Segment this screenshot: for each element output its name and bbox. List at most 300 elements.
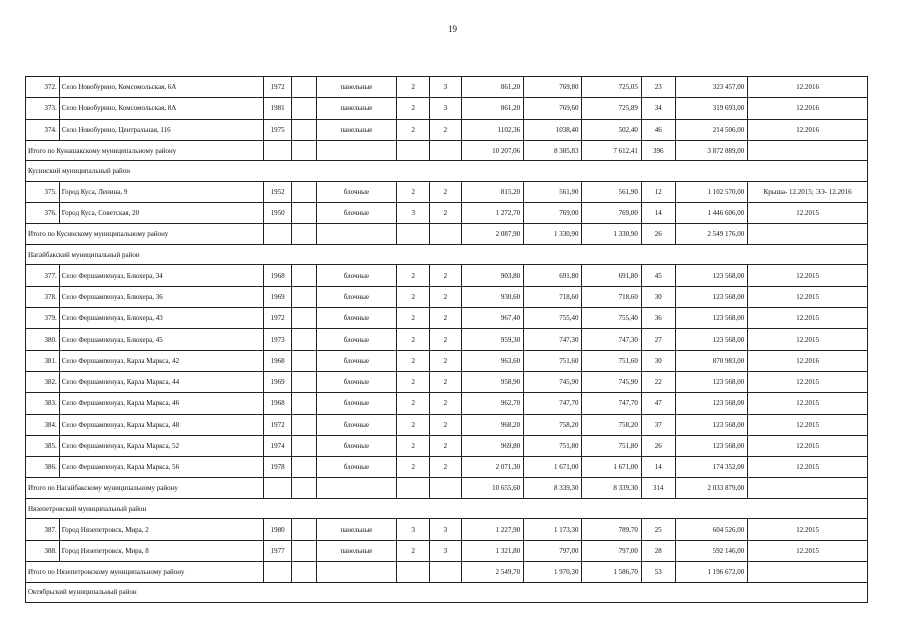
material-cell: блочные [316,181,397,202]
table-row [26,329,868,350]
entrances-cell: 2 [430,393,462,414]
empty-cell [291,435,316,456]
floors-cell: 2 [397,457,430,478]
cost-sum: 2 033 879,00 [675,478,748,499]
row-number: 384. [26,414,60,435]
deadline-cell: 12.2016 [748,119,868,140]
empty-cell [291,203,316,224]
empty-cell [291,457,316,478]
living-area-sum: 8 385,83 [524,140,582,161]
total-area-cell: 930,60 [461,286,523,307]
empty-cell [291,371,316,392]
total-label: Итого по Кунашакскому муниципальному району [26,140,264,161]
cost-cell: 870 983,00 [675,350,748,371]
table-row [26,286,868,307]
row-number: 375. [26,181,60,202]
table-row [26,371,868,392]
cost-cell: 123 568,00 [675,371,748,392]
total-area-cell: 969,80 [461,435,523,456]
floors-cell: 2 [397,265,430,286]
cost-cell: 123 568,00 [675,414,748,435]
year-cell: 1973 [264,329,292,350]
table-row [26,540,868,561]
deadline-cell: 12.2015 [748,414,868,435]
residential-area-cell: 725,89 [582,98,641,119]
empty-cell [748,140,868,161]
entrances-cell: 2 [430,435,462,456]
entrances-cell: 2 [430,286,462,307]
empty-cell [291,540,316,561]
total-area-cell: 967,40 [461,308,523,329]
empty-cell [316,562,397,583]
total-area-cell: 861,20 [461,77,523,98]
address-cell: Село Новобурино, Комсомольская, 6А [59,77,264,98]
cost-cell: 1 446 606,00 [675,203,748,224]
deadline-cell: 12.2016 [748,98,868,119]
living-area-sum: 1 970,30 [524,562,582,583]
residents-cell: 27 [641,329,675,350]
empty-cell [291,562,316,583]
empty-cell [291,98,316,119]
floors-cell: 2 [397,286,430,307]
residents-cell: 14 [641,203,675,224]
year-cell: 1972 [264,414,292,435]
floors-cell: 2 [397,371,430,392]
residents-cell: 23 [641,77,675,98]
address-cell: Село Фершампенуаз, Карла Маркса, 52 [59,435,264,456]
total-label: Итого по Кусинскому муниципальному району [26,224,264,245]
address-cell: Город Нязепетровск, Мира, 2 [59,519,264,540]
deadline-cell: 12.2015 [748,329,868,350]
total-area-cell: 963,60 [461,350,523,371]
deadline-cell: 12.2015 [748,286,868,307]
living-area-cell: 747,30 [524,329,582,350]
floors-cell: 2 [397,181,430,202]
living-area-cell: 751,80 [524,435,582,456]
empty-cell [291,140,316,161]
row-number: 376. [26,203,60,224]
empty-cell [397,224,430,245]
residential-area-cell: 797,00 [582,540,641,561]
total-area-cell: 861,20 [461,98,523,119]
table-row [26,265,868,286]
district-header-row [26,161,868,182]
year-cell: 1969 [264,286,292,307]
floors-cell: 2 [397,77,430,98]
floors-cell: 2 [397,393,430,414]
floors-cell: 3 [397,203,430,224]
residents-sum: 53 [641,562,675,583]
address-cell: Город Куса, Советская, 20 [59,203,264,224]
deadline-cell: 12.2016 [748,77,868,98]
living-area-cell: 561,90 [524,181,582,202]
living-area-cell: 751,60 [524,350,582,371]
material-cell: блочные [316,329,397,350]
living-area-cell: 747,70 [524,393,582,414]
district-header-row [26,498,868,519]
table-row [26,435,868,456]
deadline-cell: 12.2015 [748,203,868,224]
residential-area-sum: 7 612,41 [582,140,641,161]
total-area-cell: 1 321,80 [461,540,523,561]
residential-area-cell: 769,00 [582,203,641,224]
material-cell: блочные [316,414,397,435]
residents-cell: 14 [641,457,675,478]
deadline-cell: 12.2015 [748,393,868,414]
empty-cell [291,414,316,435]
residents-cell: 22 [641,371,675,392]
deadline-cell: 12.2015 [748,457,868,478]
empty-cell [748,562,868,583]
row-number: 387. [26,519,60,540]
row-number: 382. [26,371,60,392]
row-number: 385. [26,435,60,456]
deadline-cell: 12.2016 [748,350,868,371]
row-number: 386. [26,457,60,478]
table-row [26,350,868,371]
living-area-cell: 797,00 [524,540,582,561]
year-cell: 1980 [264,519,292,540]
residents-cell: 45 [641,265,675,286]
empty-cell [291,224,316,245]
empty-cell [397,140,430,161]
cost-cell: 123 568,00 [675,308,748,329]
total-area-sum: 10 655,60 [461,478,523,499]
floors-cell: 2 [397,350,430,371]
table-row [26,181,868,202]
district-title: Нагайбакский муниципальный район [26,244,868,265]
empty-cell [264,140,292,161]
living-area-cell: 755,40 [524,308,582,329]
year-cell: 1978 [264,457,292,478]
total-area-cell: 903,80 [461,265,523,286]
empty-cell [291,119,316,140]
cost-cell: 123 568,00 [675,435,748,456]
entrances-cell: 2 [430,308,462,329]
deadline-cell: 12.2015 [748,519,868,540]
empty-cell [430,224,462,245]
floors-cell: 2 [397,540,430,561]
year-cell: 1972 [264,308,292,329]
total-area-cell: 968,20 [461,414,523,435]
total-area-sum: 2 087,90 [461,224,523,245]
living-area-cell: 1038,40 [524,119,582,140]
cost-cell: 123 568,00 [675,393,748,414]
entrances-cell: 2 [430,265,462,286]
table-row [26,457,868,478]
row-number: 378. [26,286,60,307]
residential-area-cell: 725,05 [582,77,641,98]
residential-area-cell: 1 671,00 [582,457,641,478]
material-cell: блочные [316,457,397,478]
material-cell: блочные [316,371,397,392]
material-cell: блочные [316,286,397,307]
material-cell: блочные [316,203,397,224]
table-row [26,393,868,414]
total-area-cell: 958,90 [461,371,523,392]
living-area-cell: 769,00 [524,203,582,224]
year-cell: 1968 [264,350,292,371]
district-total-row [26,140,868,161]
empty-cell [291,77,316,98]
empty-cell [430,140,462,161]
empty-cell [430,562,462,583]
empty-cell [264,224,292,245]
address-cell: Село Новобурино, Комсомольская, 8А [59,98,264,119]
year-cell: 1972 [264,77,292,98]
residents-cell: 34 [641,98,675,119]
address-cell: Село Фершампенуаз, Блюхера, 36 [59,286,264,307]
residential-area-cell: 751,60 [582,350,641,371]
row-number: 379. [26,308,60,329]
address-cell: Село Фершампенуаз, Карла Маркса, 42 [59,350,264,371]
floors-cell: 2 [397,119,430,140]
empty-cell [316,478,397,499]
total-area-cell: 815,20 [461,181,523,202]
entrances-cell: 3 [430,519,462,540]
entrances-cell: 2 [430,203,462,224]
empty-cell [748,478,868,499]
residents-cell: 30 [641,350,675,371]
living-area-cell: 718,60 [524,286,582,307]
address-cell: Село Фершампенуаз, Карла Маркса, 44 [59,371,264,392]
district-header-row [26,244,868,265]
empty-cell [397,478,430,499]
empty-cell [316,140,397,161]
entrances-cell: 2 [430,414,462,435]
material-cell: блочные [316,435,397,456]
empty-cell [291,265,316,286]
table-row [26,98,868,119]
empty-cell [264,478,292,499]
entrances-cell: 3 [430,77,462,98]
deadline-cell: 12.2015 [748,435,868,456]
residential-area-cell: 502,40 [582,119,641,140]
material-cell: панельные [316,540,397,561]
living-area-cell: 745,90 [524,371,582,392]
living-area-cell: 691,80 [524,265,582,286]
deadline-cell: 12.2015 [748,308,868,329]
housing-repair-table [25,76,868,603]
empty-cell [291,350,316,371]
address-cell: Село Фершампенуаз, Блюхера, 43 [59,308,264,329]
empty-cell [291,393,316,414]
year-cell: 1968 [264,265,292,286]
material-cell: панельные [316,119,397,140]
residents-cell: 25 [641,519,675,540]
living-area-sum: 8 339,30 [524,478,582,499]
material-cell: панельные [316,519,397,540]
residents-sum: 26 [641,224,675,245]
residents-cell: 26 [641,435,675,456]
year-cell: 1975 [264,119,292,140]
residents-sum: 314 [641,478,675,499]
district-header-row [26,582,868,603]
empty-cell [748,224,868,245]
district-total-row [26,478,868,499]
cost-cell: 323 457,00 [675,77,748,98]
page-number: 19 [448,24,457,34]
row-number: 380. [26,329,60,350]
residential-area-sum: 1 330,90 [582,224,641,245]
living-area-cell: 1 173,30 [524,519,582,540]
empty-cell [291,286,316,307]
residential-area-cell: 789,70 [582,519,641,540]
address-cell: Город Нязепетровск, Мира, 8 [59,540,264,561]
material-cell: блочные [316,308,397,329]
year-cell: 1952 [264,181,292,202]
empty-cell [291,329,316,350]
residents-cell: 30 [641,286,675,307]
entrances-cell: 2 [430,457,462,478]
living-area-cell: 1 671,00 [524,457,582,478]
living-area-sum: 1 330,90 [524,224,582,245]
material-cell: блочные [316,350,397,371]
floors-cell: 2 [397,98,430,119]
floors-cell: 2 [397,308,430,329]
residential-area-cell: 758,20 [582,414,641,435]
deadline-cell: 12.2015 [748,265,868,286]
row-number: 388. [26,540,60,561]
table-row [26,77,868,98]
empty-cell [291,181,316,202]
material-cell: панельные [316,77,397,98]
empty-cell [316,224,397,245]
cost-cell: 123 568,00 [675,265,748,286]
residential-area-cell: 745,90 [582,371,641,392]
living-area-cell: 769,80 [524,77,582,98]
table-row [26,519,868,540]
row-number: 374. [26,119,60,140]
empty-cell [291,478,316,499]
residents-cell: 46 [641,119,675,140]
district-total-row [26,562,868,583]
floors-cell: 2 [397,414,430,435]
entrances-cell: 3 [430,98,462,119]
floors-cell: 2 [397,329,430,350]
deadline-cell: 12.2015 [748,371,868,392]
entrances-cell: 2 [430,329,462,350]
row-number: 381. [26,350,60,371]
total-area-cell: 1 272,70 [461,203,523,224]
address-cell: Село Фершампенуаз, Карла Маркса, 46 [59,393,264,414]
district-title: Кусинский муниципальный район [26,161,868,182]
total-area-cell: 1102,36 [461,119,523,140]
address-cell: Город Куса, Ленина, 9 [59,181,264,202]
residential-area-sum: 8 339,30 [582,478,641,499]
address-cell: Село Фершампенуаз, Карла Маркса, 56 [59,457,264,478]
living-area-cell: 758,20 [524,414,582,435]
empty-cell [264,562,292,583]
residents-sum: 396 [641,140,675,161]
residents-cell: 37 [641,414,675,435]
floors-cell: 3 [397,519,430,540]
residential-area-cell: 755,40 [582,308,641,329]
empty-cell [430,478,462,499]
residential-area-sum: 1 586,70 [582,562,641,583]
total-label: Итого по Нагайбакскому муниципальному району [26,478,264,499]
entrances-cell: 2 [430,119,462,140]
year-cell: 1981 [264,98,292,119]
total-area-cell: 2 071,30 [461,457,523,478]
residential-area-cell: 747,30 [582,329,641,350]
entrances-cell: 3 [430,540,462,561]
row-number: 377. [26,265,60,286]
entrances-cell: 2 [430,371,462,392]
year-cell: 1950 [264,203,292,224]
deadline-cell: 12.2015 [748,540,868,561]
material-cell: панельные [316,98,397,119]
residential-area-cell: 691,80 [582,265,641,286]
table-row [26,119,868,140]
cost-sum: 2 549 176,00 [675,224,748,245]
cost-cell: 123 568,00 [675,286,748,307]
year-cell: 1968 [264,393,292,414]
deadline-cell: Крыша- 12.2015; ЭЭ- 12.2016 [748,181,868,202]
address-cell: Село Фершампенуаз, Блюхера, 45 [59,329,264,350]
total-label: Итого по Нязепетровскому муниципальному району [26,562,264,583]
district-total-row [26,224,868,245]
floors-cell: 2 [397,435,430,456]
total-area-cell: 1 227,90 [461,519,523,540]
year-cell: 1969 [264,371,292,392]
address-cell: Село Фершампенуаз, Карла Маркса, 48 [59,414,264,435]
table-body [26,77,868,603]
empty-cell [291,308,316,329]
district-title: Октябрьский муниципальный район [26,582,868,603]
address-cell: Село Фершампенуаз, Блюхера, 34 [59,265,264,286]
entrances-cell: 2 [430,181,462,202]
cost-cell: 592 146,00 [675,540,748,561]
table-row [26,308,868,329]
residential-area-cell: 751,80 [582,435,641,456]
row-number: 373. [26,98,60,119]
cost-cell: 604 526,00 [675,519,748,540]
cost-cell: 174 352,00 [675,457,748,478]
residential-area-cell: 718,60 [582,286,641,307]
year-cell: 1974 [264,435,292,456]
entrances-cell: 2 [430,350,462,371]
total-area-cell: 959,30 [461,329,523,350]
empty-cell [397,562,430,583]
year-cell: 1977 [264,540,292,561]
residents-cell: 28 [641,540,675,561]
residents-cell: 47 [641,393,675,414]
district-title: Нязепетровский муниципальный район [26,498,868,519]
cost-cell: 319 693,00 [675,98,748,119]
cost-sum: 1 196 672,00 [675,562,748,583]
cost-cell: 123 568,00 [675,329,748,350]
residents-cell: 12 [641,181,675,202]
living-area-cell: 769,60 [524,98,582,119]
cost-sum: 3 872 889,00 [675,140,748,161]
table-row [26,414,868,435]
empty-cell [291,519,316,540]
row-number: 383. [26,393,60,414]
total-area-sum: 10 207,06 [461,140,523,161]
table-row [26,203,868,224]
material-cell: блочные [316,393,397,414]
row-number: 372. [26,77,60,98]
material-cell: блочные [316,265,397,286]
cost-cell: 214 506,00 [675,119,748,140]
residents-cell: 36 [641,308,675,329]
cost-cell: 1 102 570,00 [675,181,748,202]
total-area-sum: 2 549,70 [461,562,523,583]
residential-area-cell: 747,70 [582,393,641,414]
total-area-cell: 962,70 [461,393,523,414]
residential-area-cell: 561,90 [582,181,641,202]
